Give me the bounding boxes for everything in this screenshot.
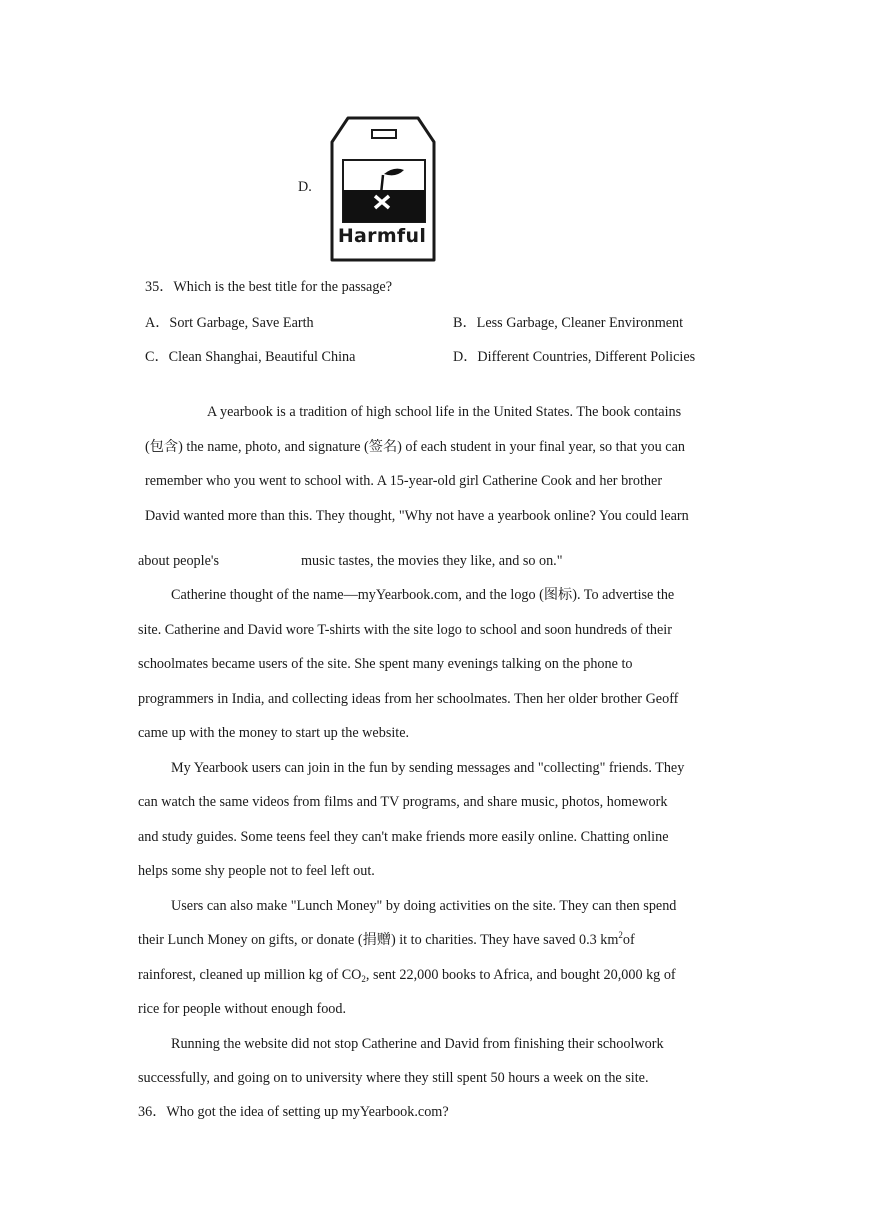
q35-option-a[interactable]: A．Sort Garbage, Save Earth: [145, 315, 314, 331]
q36-stem: 36．Who got the idea of setting up myYearbook.com?: [138, 1104, 449, 1120]
passage-line: Users can also make "Lunch Money" by doing activities on the site. They can then spend: [171, 898, 677, 914]
passage-line: Catherine thought of the name—myYearbook.com, and the logo (图标). To advertise the: [171, 587, 675, 603]
passage-line: A yearbook is a tradition of high school life in the United States. The book contains: [207, 404, 682, 420]
subscript: 2: [361, 974, 366, 984]
passage-line: and study guides. Some teens feel they can't make friends more easily online. Chatting online: [138, 829, 669, 845]
passage-line: Running the website did not stop Catherine and David from finishing their schoolwork: [171, 1036, 664, 1052]
passage-line: helps some shy people not to feel left out.: [138, 863, 375, 879]
passage-line: remember who you went to school with. A 15-year-old girl Catherine Cook and her brother: [145, 473, 663, 489]
passage-line: rice for people without enough food.: [138, 1001, 347, 1017]
passage-text: , sent 22,000 books to Africa, and bought 20,000 kg of: [365, 967, 676, 983]
passage-text: their Lunch Money on gifts, or donate (捐赠) it to charities. They have saved 0.3 km: [138, 932, 619, 948]
harmful-bin-image: [326, 112, 438, 262]
passage-line: site. Catherine and David wore T-shirts with the site logo to school and soon hundreds of their: [138, 622, 672, 638]
bin-label: Harmful: [337, 225, 427, 247]
passage-line: programmers in India, and collecting ideas from her schoolmates. Then her older brother Geoff: [138, 691, 679, 707]
passage-line: My Yearbook users can join in the fun by sending messages and "collecting" friends. They: [171, 760, 685, 776]
option-d-letter: D.: [298, 179, 312, 195]
passage-line: music tastes, the movies they like, and so on.": [301, 553, 563, 569]
superscript: 2: [618, 930, 623, 940]
passage-line: can watch the same videos from films and TV programs, and share music, photos, homework: [138, 794, 668, 810]
passage-line: [138, 931, 635, 949]
q35-option-c[interactable]: C．Clean Shanghai, Beautiful China: [145, 349, 356, 365]
passage-text: of: [622, 932, 635, 948]
passage-text: rainforest, cleaned up million kg of CO: [138, 967, 362, 983]
passage-line: successfully, and going on to university where they still spent 50 hours a week on the site.: [138, 1070, 649, 1086]
passage-line: about people's: [138, 553, 219, 569]
passage-line: came up with the money to start up the website.: [138, 725, 410, 741]
passage-line: [138, 966, 676, 984]
q35-option-d[interactable]: D．Different Countries, Different Policies: [453, 349, 696, 365]
passage-line: (包含) the name, photo, and signature (签名) of each student in your final year, so that you can: [145, 439, 685, 455]
passage-line: schoolmates became users of the site. She spent many evenings talking on the phone to: [138, 656, 633, 672]
q35-stem: 35．Which is the best title for the passage?: [145, 279, 393, 295]
passage-line: David wanted more than this. They thought, "Why not have a yearbook online? You could learn: [145, 508, 689, 524]
q35-option-b[interactable]: B．Less Garbage, Cleaner Environment: [453, 315, 684, 331]
